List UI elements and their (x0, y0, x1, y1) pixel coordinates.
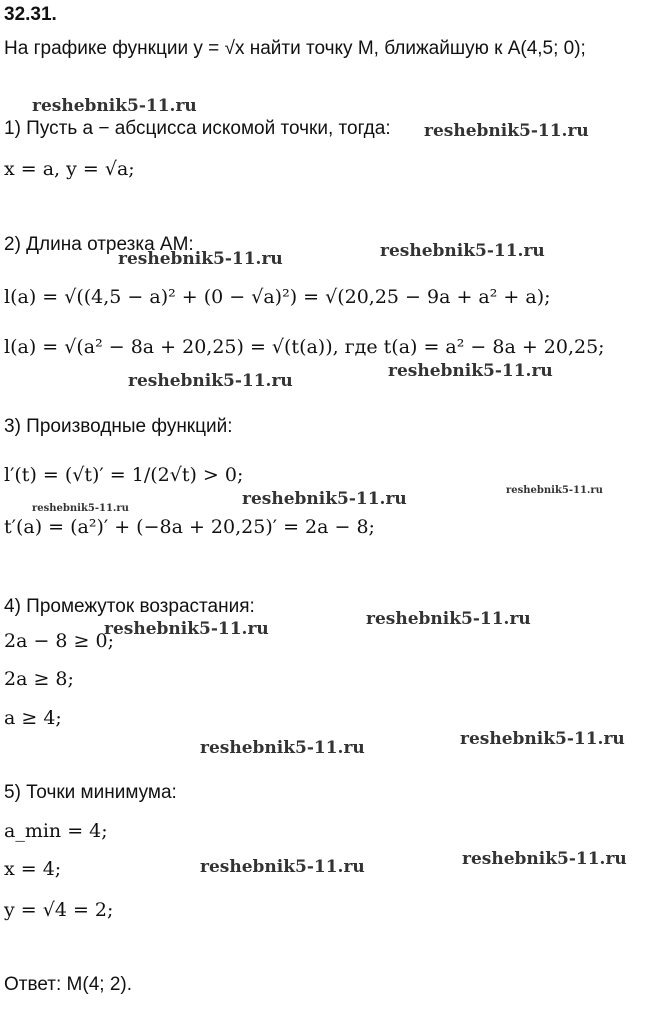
watermark: reshebnik5-11.ru (200, 857, 365, 877)
step-5-heading: 5) Точки минимума: (4, 782, 177, 803)
step-1-line-1: x = a, y = √a; (4, 158, 135, 180)
step-3-line-1: l′(t) = (√t)′ = 1/(2√t) > 0; (4, 464, 244, 486)
watermark: reshebnik5-11.ru (388, 361, 553, 381)
watermark: reshebnik5-11.ru (118, 249, 283, 269)
step-4-line-1: 2a − 8 ≥ 0; (4, 630, 114, 652)
problem-number: 32.31. (4, 4, 57, 25)
step-5-line-2: x = 4; (4, 858, 62, 880)
watermark: reshebnik5-11.ru (462, 849, 627, 869)
watermark: reshebnik5-11.ru (104, 619, 269, 639)
watermark: reshebnik5-11.ru (424, 121, 589, 141)
watermark: reshebnik5-11.ru (366, 609, 531, 629)
step-3-line-2: t′(a) = (a²)′ + (−8a + 20,25)′ = 2a − 8; (4, 516, 375, 538)
watermark: reshebnik5-11.ru (460, 729, 625, 749)
step-2-heading: 2) Длина отрезка AM: (4, 234, 194, 255)
watermark: reshebnik5-11.ru (128, 371, 293, 391)
step-2-line-1: l(a) = √((4,5 − a)² + (0 − √a)²) = √(20,25 − 9a + a² + a); (4, 286, 551, 308)
watermark: reshebnik5-11.ru (32, 503, 129, 514)
problem-statement: На графике функции y = √x найти точку M, ближайшую к A(4,5; 0); (4, 38, 586, 59)
step-2-line-2: l(a) = √(a² − 8a + 20,25) = √(t(a)), где t(a) = a² − 8a + 20,25; (4, 336, 605, 358)
step-4-heading: 4) Промежуток возрастания: (4, 596, 255, 617)
answer: Ответ: M(4; 2). (4, 974, 133, 995)
watermark: reshebnik5-11.ru (380, 241, 545, 261)
step-5-line-1: a_min = 4; (4, 820, 108, 842)
step-5-line-3: y = √4 = 2; (4, 899, 114, 921)
step-1-heading: 1) Пусть a − абсцисса искомой точки, тогда: (4, 118, 391, 139)
step-4-line-3: a ≥ 4; (4, 707, 62, 729)
watermark: reshebnik5-11.ru (200, 738, 365, 758)
watermark: reshebnik5-11.ru (506, 485, 603, 496)
watermark: reshebnik5-11.ru (32, 96, 197, 116)
watermark: reshebnik5-11.ru (242, 489, 407, 509)
step-3-heading: 3) Производные функций: (4, 416, 233, 437)
step-4-line-2: 2a ≥ 8; (4, 668, 74, 690)
